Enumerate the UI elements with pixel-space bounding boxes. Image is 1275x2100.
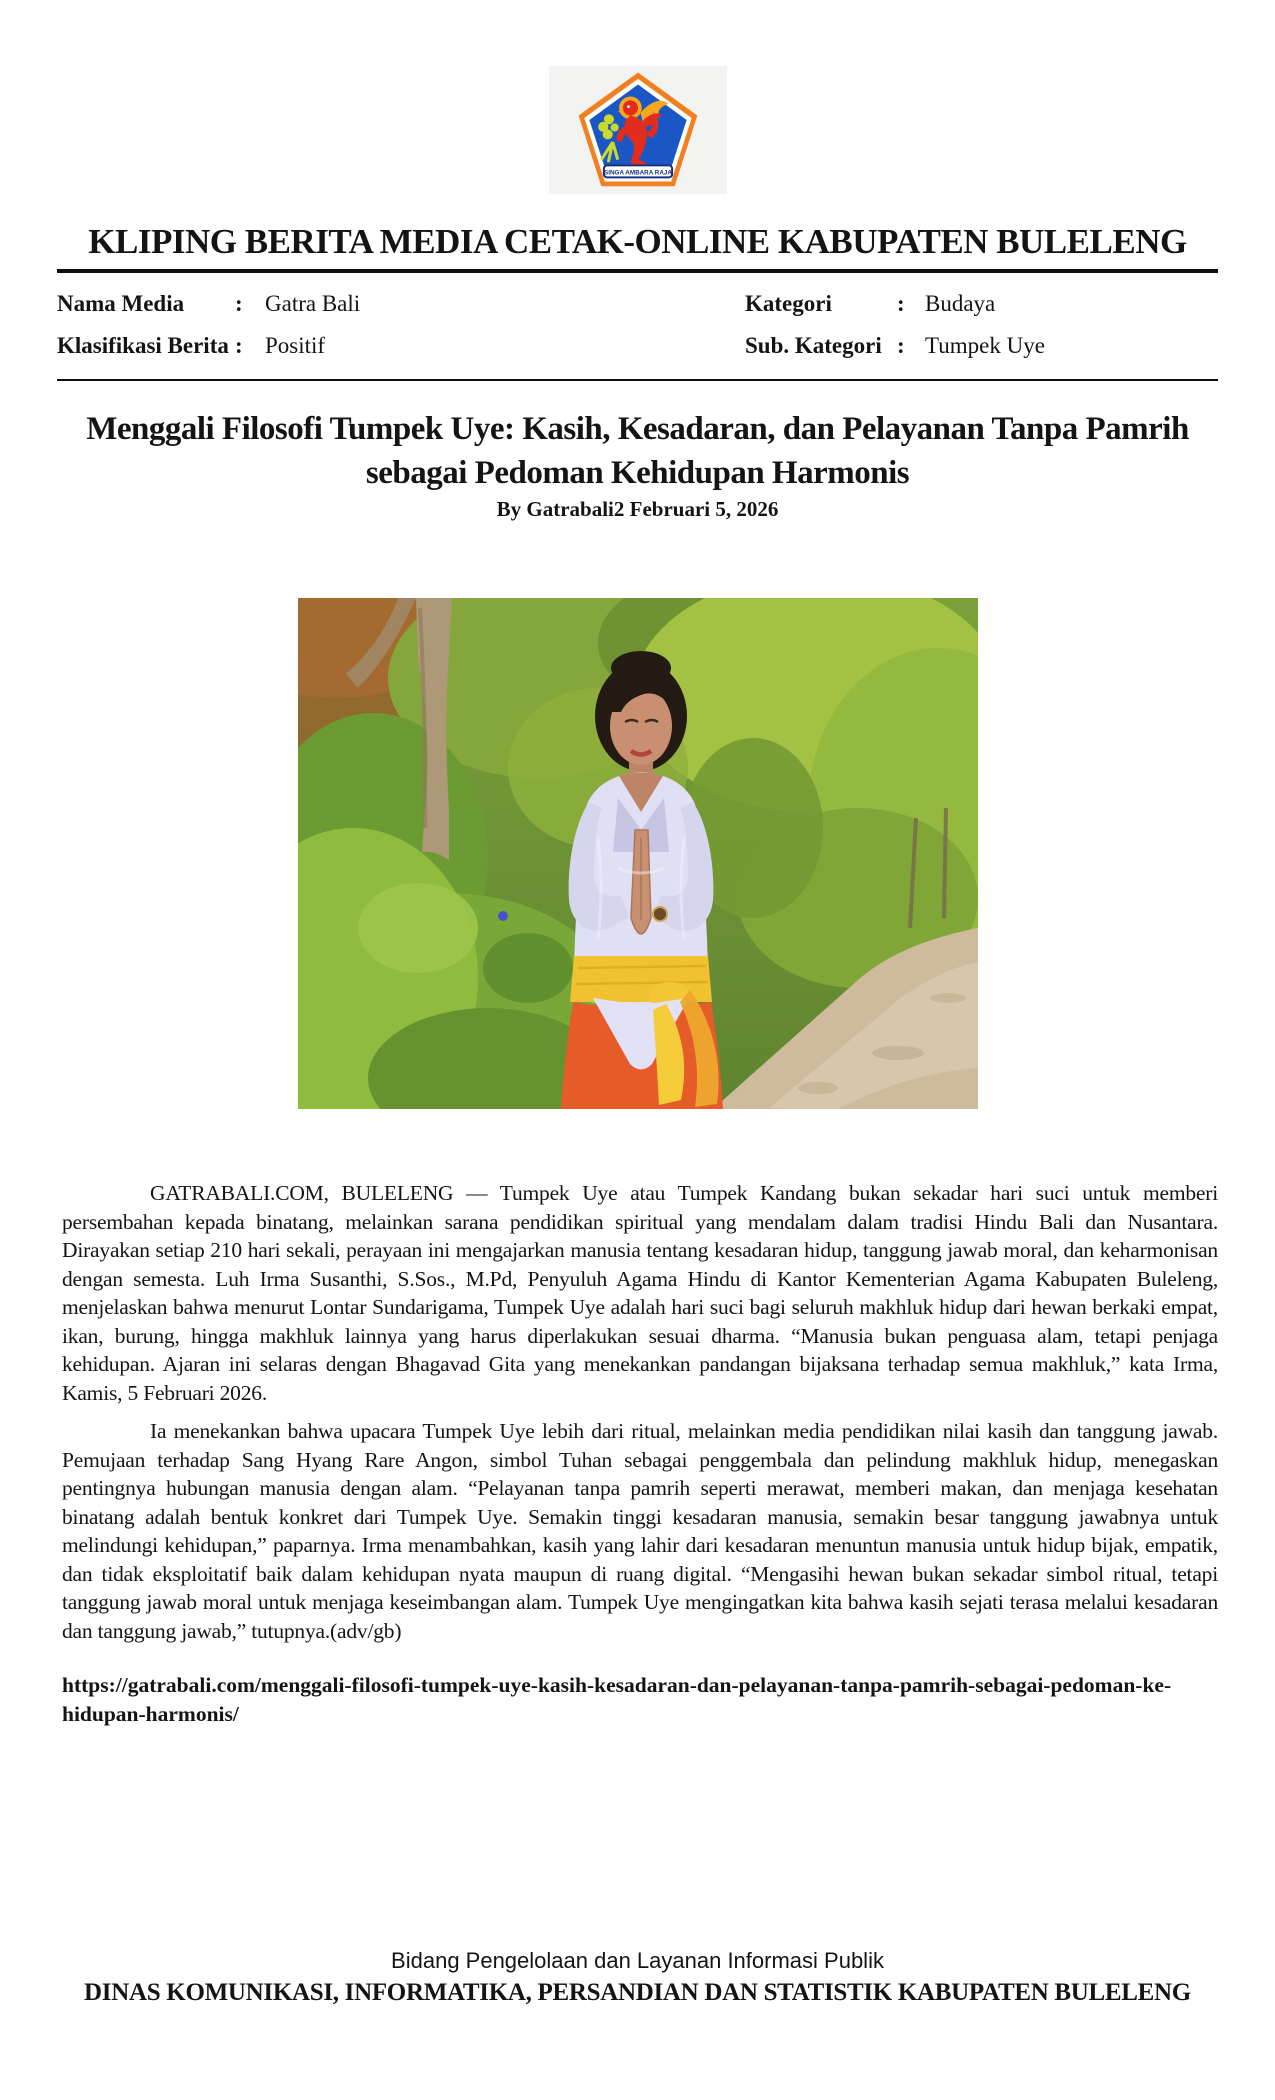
singa-ambara-raja-crest-logo [562, 70, 714, 190]
meta-value: Gatra Bali [265, 291, 361, 316]
meta-separator: : [235, 291, 243, 316]
page-footer [0, 1948, 1275, 2007]
meta-label: Kategori [745, 291, 832, 316]
article-byline: By Gatrabali2 Februari 5, 2026 [496, 497, 779, 521]
meta-label: Sub. Kategori [745, 333, 882, 358]
meta-value: Tumpek Uye [925, 333, 1045, 358]
article-photo-frame [298, 598, 978, 1109]
logo-band [0, 0, 1275, 195]
article-paragraph: Ia menekankan bahwa upacara Tumpek Uye lebih dari ritual, melainkan media pendidikan nilai kasih dan tanggung jawab. Pemujaan terhadap Sang Hyang Rare Angon, simbol Tuhan sebagai penggembala dan pelindung makhluk hidup, menegaskan pentingnya hubungan manusia dengan alam. “Pelayanan tanpa pamrih seperti merawat, memberi makan, dan menjaga kesehatan binatang adalah bentuk konkret dari Tumpek Uye. Semakin tinggi kesadaran manusia, semakin besar tanggung jawabnya untuk melindungi kehidupan,” paparnya. Irma menambahkan, kasih yang lahir dari kesadaran menuntun manusia untuk hidup bijak, empatik, dan tidak eksploitatif baik dalam kehidupan nyata maupun di ruang digital. “Mengasihi hewan bukan sekadar simbol ritual, tetapi tanggung jawab moral untuk menjaga keseimbangan alam. Tumpek Uye mengingatkan kita bahwa kasih sejati terasa melalui kesadaran dan tanggung jawab,” tutupnya.(adv/gb) [62, 1419, 1218, 1643]
footer-division: Bidang Pengelolaan dan Layanan Informasi Publik [391, 1948, 884, 1973]
footer-agency: DINAS KOMUNIKASI, INFORMATIKA, PERSANDIAN DAN STATISTIK KABUPATEN BULELENG [84, 1979, 1191, 2006]
logo-plate [549, 66, 727, 194]
meta-row-klasifikasi [57, 325, 745, 367]
svg-text:SINGA AMBARA RAJA: SINGA AMBARA RAJA [603, 169, 672, 177]
meta-separator: : [897, 291, 905, 316]
meta-value: Positif [265, 333, 326, 358]
crest-banner [603, 165, 671, 177]
article-body [62, 1179, 1218, 1645]
article-title: Menggali Filosofi Tumpek Uye: Kasih, Kesadaran, dan Pelayanan Tanpa Pamrih sebagai Pedoman Kehidupan Harmonis [86, 411, 1189, 491]
meta-label: Nama Media [57, 291, 185, 316]
article-source-url[interactable]: https://gatrabali.com/menggali-filosofi-tumpek-uye-kasih-kesadaran-dan-pelayanan-tanpa-pamrih-sebagai-pedoman-ke-hidupan-harmonis/ [62, 1673, 1172, 1726]
article-photo [298, 598, 978, 1109]
meta-divider-thin [57, 379, 1218, 381]
meta-separator: : [235, 333, 243, 358]
meta-separator: : [897, 333, 905, 358]
meta-table [57, 273, 1218, 379]
meta-row-nama-media [57, 283, 745, 325]
meta-row-kategori [745, 283, 1218, 325]
meta-row-sub-kategori [745, 325, 1218, 367]
article-paragraph: GATRABALI.COM, BULELENG — Tumpek Uye atau Tumpek Kandang bukan sekadar hari suci untuk memberi persembahan kepada binatang, melainkan sarana pendidikan spiritual yang mendalam dalam tradisi Hindu Bali dan Nusantara. Dirayakan setiap 210 hari sekali, perayaan ini mengajarkan manusia tentang kesadaran hidup, tanggung jawab moral, dan keharmonisan dengan semesta. Luh Irma Susanthi, S.Sos., M.Pd, Penyuluh Agama Hindu di Kantor Kementerian Agama Kabupaten Buleleng, menjelaskan bahwa menurut Lontar Sundarigama, Tumpek Uye adalah hari suci bagi seluruh makhluk hidup dari hewan berkaki empat, ikan, burung, hingga makhluk lainnya yang harus diperlakukan sesuai dharma. “Manusia bukan penguasa alam, tetapi penjaga kehidupan. Ajaran ini selaras dengan Bhagavad Gita yang menekankan pandangan bijaksana terhadap semua makhluk,” kata Irma, Kamis, 5 Februari 2026. [62, 1181, 1218, 1405]
page-title: KLIPING BERITA MEDIA CETAK-ONLINE KABUPATEN BULELENG [88, 222, 1187, 261]
meta-value: Budaya [925, 291, 996, 316]
meta-label: Klasifikasi Berita [57, 333, 229, 358]
